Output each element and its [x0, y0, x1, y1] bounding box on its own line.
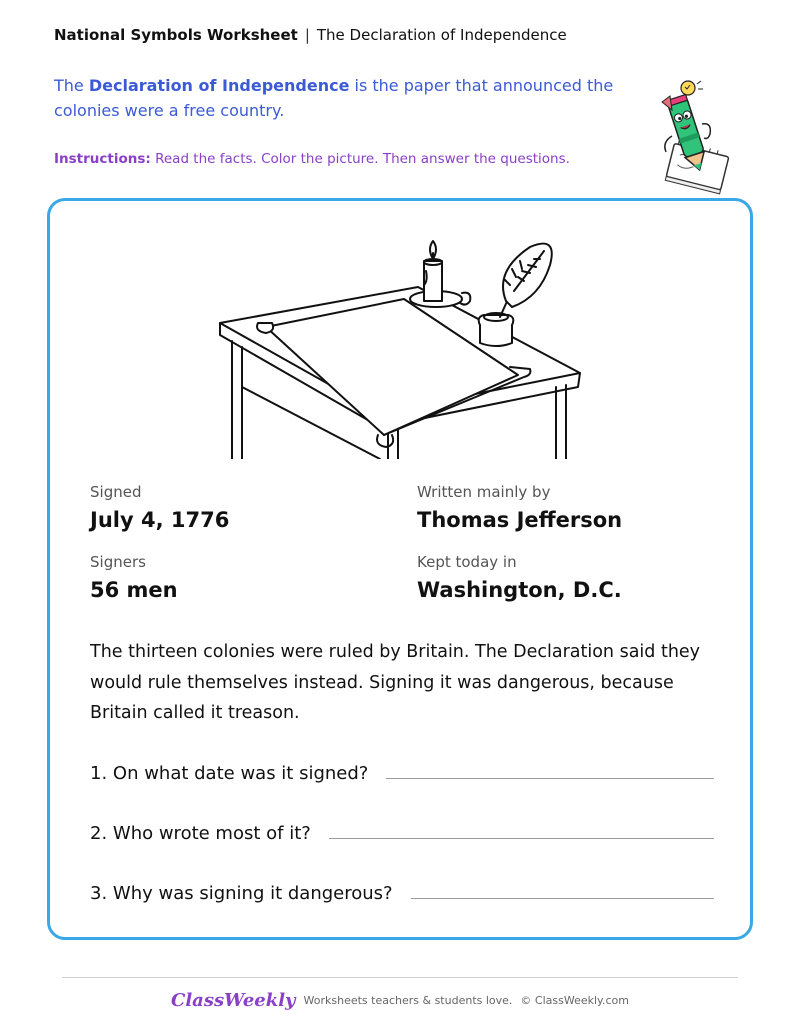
answer-line[interactable] — [411, 898, 714, 899]
footer — [0, 990, 800, 1011]
worksheet-card — [47, 198, 753, 940]
intro-rest: is the paper that announced the colonies were a free country. — [54, 76, 614, 120]
writing-desk-illustration-icon — [218, 237, 588, 459]
question-text: 2. Who wrote most of it? — [90, 823, 311, 844]
intro-lead: The — [54, 76, 89, 95]
fact-label: Signed — [90, 483, 142, 501]
info-paragraph: The thirteen colonies were ruled by Britain. The Declaration said they would rule themselves instead. Signing it was dangerous, because Britain called it treason. — [90, 642, 701, 723]
crayon-mascot-icon — [648, 78, 734, 196]
question-3 — [90, 883, 714, 904]
question-2 — [90, 823, 714, 844]
answer-line[interactable] — [386, 778, 714, 779]
question-1 — [90, 763, 714, 784]
fact-signers — [90, 553, 178, 602]
worksheet-header — [54, 26, 567, 44]
fact-written-by — [417, 483, 622, 532]
fact-label: Signers — [90, 553, 146, 571]
fact-value: Thomas Jefferson — [417, 508, 623, 532]
brand-logo: ClassWeekly — [171, 990, 296, 1011]
footer-divider — [62, 977, 738, 978]
fact-kept-in — [417, 553, 622, 602]
fact-label: Kept today in — [417, 553, 517, 571]
footer-copyright: © ClassWeekly.com — [520, 994, 629, 1007]
instructions — [54, 151, 570, 167]
footer-tagline: Worksheets teachers & students love. — [303, 994, 513, 1007]
fact-value: Washington, D.C. — [417, 578, 622, 602]
worksheet-subtitle: The Declaration of Independence — [316, 26, 567, 44]
fact-value: July 4, 1776 — [90, 508, 230, 532]
answer-line[interactable] — [329, 838, 714, 839]
instructions-label: Instructions: — [54, 151, 151, 167]
intro-text — [54, 73, 614, 123]
worksheet-title: National Symbols Worksheet — [54, 26, 298, 44]
header-separator: | — [304, 26, 310, 44]
fact-value: 56 men — [90, 578, 178, 602]
question-text: 1. On what date was it signed? — [90, 763, 369, 784]
instructions-text: Read the facts. Color the picture. Then answer the questions. — [150, 151, 570, 167]
fact-signed — [90, 483, 229, 532]
question-text: 3. Why was signing it dangerous? — [90, 883, 393, 904]
intro-highlight: Declaration of Independence — [88, 76, 350, 95]
fact-label: Written mainly by — [417, 483, 551, 501]
